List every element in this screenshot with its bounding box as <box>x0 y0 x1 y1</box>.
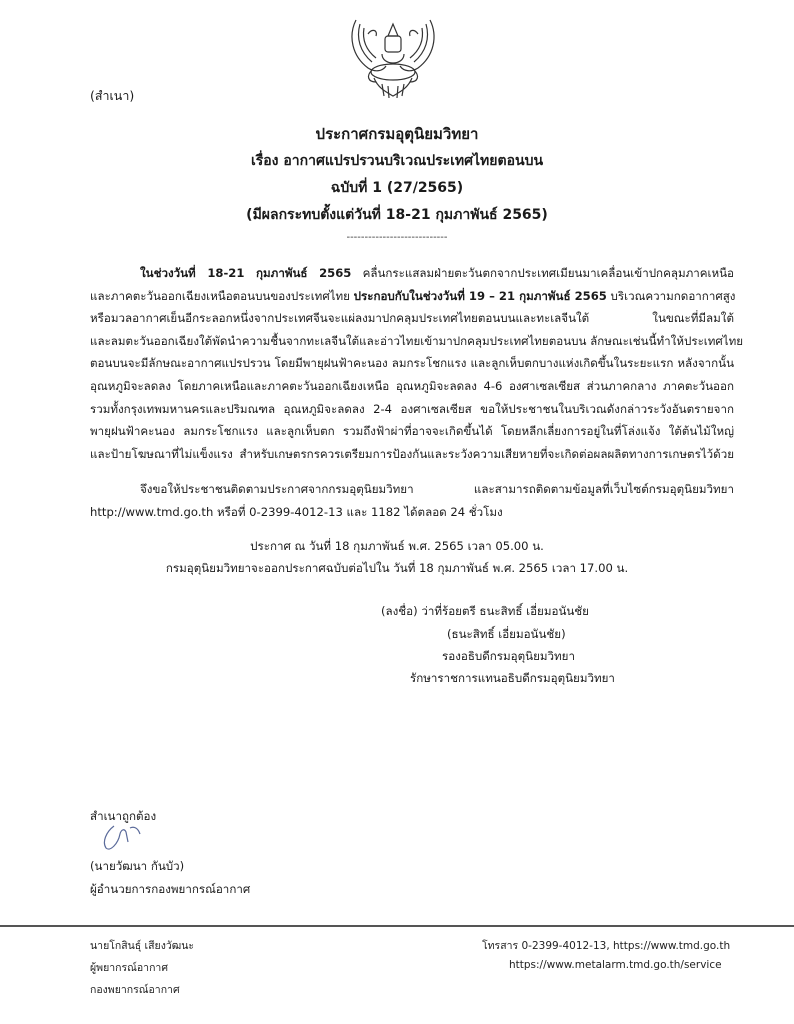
text: และภาคตะวันออกเฉียงเหนือตอนบนของประเทศไทย <box>90 288 354 303</box>
signatory-signed: (ลงชื่อ) ว่าที่ร้อยตรี ธนะสิทธิ์ เอี่ยมอนันชัย <box>381 604 589 618</box>
paragraph-line: หรือมวลอากาศเย็นอีกระลอกหนึ่งจากประเทศจีนจะแผ่ลงมาปกคลุมประเทศไทยตอนบนและทะเลจีนใต้ ในขณะที่มีลมใต้ <box>90 311 734 326</box>
paragraph-line: อุณหภูมิจะลดลง โดยภาคเหนือและภาคตะวันออกเฉียงเหนือ อุณหภูมิจะลดลง 4-6 องศาเซลเซียส ส่วนภาคกลาง ภาคตะวันออก <box>90 378 734 393</box>
signatory-position: รองอธิบดีกรมอุตุนิยมวิทยา <box>442 649 575 663</box>
announced-datetime: ประกาศ ณ วันที่ 18 กุมภาพันธ์ พ.ศ. 2565 เวลา 05.00 น. <box>250 539 544 553</box>
paragraph-line: พายุฝนฟ้าคะนอง ลมกระโชกแรง และลูกเห็บตก รวมถึงฟ้าผ่าที่อาจจะเกิดขึ้นได้ โดยหลีกเลี่ยงการอยู่ในที่โล่งแจ้ง ใต้ต้นไม้ใหญ่ <box>90 424 734 439</box>
body-paragraph-2 <box>90 478 734 523</box>
contact-line: http://www.tmd.go.th หรือที่ 0-2399-4012-13 และ 1182 ได้ตลอด 24 ชั่วโมง <box>90 504 503 519</box>
footer-forecaster-name: นายโกสินธุ์ เสียงวัฒนะ <box>90 940 195 952</box>
bold-text: ในช่วงวันที่ 18-21 กุมภาพันธ์ 2565 <box>140 266 352 280</box>
paragraph-line <box>90 262 734 285</box>
footer-service-url: https://www.metalarm.tmd.go.th/service <box>509 959 722 971</box>
bold-text: ประกอบกับในช่วงวันที่ 19 – 21 กุมภาพันธ์ 2565 <box>353 288 607 303</box>
paragraph-line <box>90 285 734 308</box>
paragraph-line: จึงขอให้ประชาชนติดตามประกาศจากกรมอุตุนิยมวิทยา และสามารถติดตามข้อมูลที่เว็บไซต์กรมอุตุนิยมวิทยา <box>140 482 734 496</box>
announcement-subject: เรื่อง อากาศแปรปรวนบริเวณประเทศไทยตอนบน <box>250 153 544 169</box>
signatory-acting: รักษาราชการแทนอธิบดีกรมอุตุนิยมวิทยา <box>410 671 615 685</box>
next-issue-datetime: กรมอุตุนิยมวิทยาจะออกประกาศฉบับต่อไปใน วันที่ 18 กุมภาพันธ์ พ.ศ. 2565 เวลา 17.00 น. <box>165 561 629 575</box>
paragraph-line: รวมทั้งกรุงเทพมหานครและปริมณฑล อุณหภูมิจะลดลง 2-4 องศาเซลเซียส ขอให้ประชาชนในบริเวณดังกล่าวระวังอันตรายจาก <box>90 401 734 416</box>
footer-division: กองพยากรณ์อากาศ <box>90 984 180 996</box>
certified-label: สำเนาถูกต้อง <box>90 809 157 823</box>
separator: ---------------------------- <box>346 232 448 243</box>
certified-name: (นายวัฒนา กันบัว) <box>90 859 185 873</box>
paragraph-line: และป้ายโฆษณาที่ไม่แข็งแรง สำหรับเกษตรกรควรเตรียมการป้องกันและระวังความเสียหายที่จะเกิดต่อผลผลิตทางการเกษตรไว้ด้วย <box>90 446 734 461</box>
effective-dates: (มีผลกระทบตั้งแต่วันที่ 18-21 กุมภาพันธ์ 2565) <box>246 207 548 223</box>
footer-divider <box>0 925 794 927</box>
certified-position: ผู้อำนวยการกองพยากรณ์อากาศ <box>90 882 251 896</box>
copy-label: (สำเนา) <box>90 88 135 103</box>
garuda-emblem-icon <box>338 6 448 102</box>
paragraph-line: ตอนบนจะมีลักษณะอากาศแปรปรวน โดยมีพายุฝนฟ้าคะนอง ลมกระโชกแรง และลูกเห็บตกบางแห่งเกิดขึ้นในระยะแรก หลังจากนั้น <box>90 356 734 371</box>
signature-icon <box>100 822 148 852</box>
text: บริเวณความกดอากาศสูง <box>606 288 736 303</box>
footer-fax-website: โทรสาร 0-2399-4012-13, https://www.tmd.go.th <box>482 940 731 952</box>
footer-forecaster-title: ผู้พยากรณ์อากาศ <box>90 962 168 974</box>
body-paragraph-1 <box>90 262 744 465</box>
issue-number: ฉบับที่ 1 (27/2565) <box>330 180 464 196</box>
paragraph-line: และลมตะวันออกเฉียงใต้พัดนำความชื้นจากทะเลจีนใต้และอ่าวไทยเข้ามาปกคลุมประเทศไทยตอนบน ลักษณะเช่นนี้ทำให้ประเทศไทย <box>90 333 744 348</box>
text: คลื่นกระแสลมฝ่ายตะวันตกจากประเทศเมียนมาเคลื่อนเข้าปกคลุมภาคเหนือ <box>351 266 734 280</box>
signatory-name: (ธนะสิทธิ์ เอี่ยมอนันชัย) <box>447 627 566 641</box>
announcement-title: ประกาศกรมอุตุนิยมวิทยา <box>315 125 479 143</box>
